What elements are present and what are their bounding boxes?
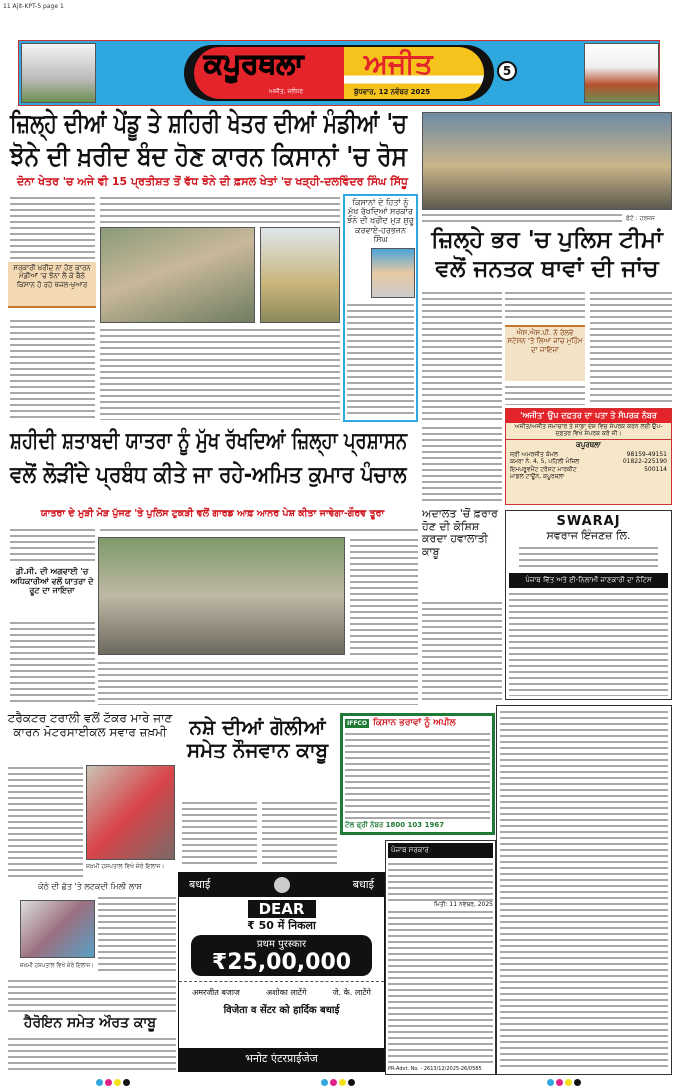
masthead <box>18 40 660 106</box>
story3-subhead: ਯਾਤਰਾ ਦੇ ਮੁੜੀ ਮੋੜ ਪੁੱਜਣ 'ਤੇ ਪੁਲਿਸ ਟੁਕੜੀ ਵਲੋਂ ਗਾਰਡ ਆਫ਼ ਆਨਰ ਪੇਸ਼ ਕੀਤਾ ਜਾਵੇਗਾ-ਗੌਰਵ ਤੂਰਾ <box>40 508 385 519</box>
public-notice <box>496 705 672 1075</box>
swaraj-brand: SWARAJ <box>556 514 621 529</box>
article-body-text <box>262 800 337 865</box>
article-body-text <box>10 318 95 420</box>
farmers-mandi-photo <box>100 227 255 323</box>
winner-2: अशोका लाटेंगे <box>266 988 307 997</box>
registration-marks <box>0 1078 677 1086</box>
greet-left: बधाई <box>189 878 211 891</box>
story2-box: ਐਸ.ਐਸ.ਪੀ. ਨੇ ਰੇਲਵੇ ਸਟੇਸ਼ਨ 'ਤੇ ਲਿਆ ਜਾਂਚ ਮੁਹਿੰਮ ਦਾ ਜਾਇਜ਼ਾ <box>505 325 585 381</box>
iffco-appeal-ad <box>340 713 495 835</box>
article-body-text <box>590 290 672 405</box>
story7-headline: ਕੋਠੇ ਦੀ ਛੱਤ 'ਤੇ ਲਟਕਦੀ ਮਿਲੀ ਲਾਸ਼ <box>38 882 142 891</box>
article-body-text <box>422 425 502 505</box>
story1-subhead: ਦੋਨਾ ਖੇਤਰ 'ਚ ਅਜੇ ਵੀ 15 ਪ੍ਰਤੀਸ਼ਤ ਤੋਂ ਵੱਧ ਝੋਨੇ ਦੀ ਫ਼ਸਲ ਖੇਤਾਂ 'ਚ ਖੜ੍ਹੀ-ਦਲਵਿੰਦਰ ਸਿੰਘ ਸਿੱਧੂ <box>17 175 408 188</box>
iffco-footer: ਟੋਲ ਫ੍ਰੀ ਨੰਬਰ 1800 103 1967 <box>345 821 445 829</box>
story3-box: ਡੀ.ਸੀ. ਦੀ ਅਗਵਾਈ 'ਚ ਅਧਿਕਾਰੀਆਂ ਵਲੋਂ ਯਾਤਰਾ ਦੇ ਰੂਟ ਦਾ ਜਾਇਜ਼ਾ <box>10 567 94 596</box>
masthead-city: ਕਪੂਰਥਲਾ <box>204 47 304 80</box>
article-body-text <box>182 800 257 865</box>
emblem-icon <box>274 877 290 893</box>
masthead-right-image <box>584 43 659 103</box>
prize-label: प्रथम पुरस्कार <box>256 939 307 950</box>
article-body-text <box>98 895 176 975</box>
govt-tender-notice <box>385 840 496 1075</box>
article-body-text <box>10 195 95 260</box>
injured-man-photo <box>86 765 175 860</box>
article-body-text <box>10 527 95 562</box>
congrats-line: विजेता व सेंटर को हार्दिक बधाई <box>223 1005 340 1016</box>
story4-headline: ਅਦਾਲਤ 'ਚੋਂ ਫ਼ਰਾਰ ਹੋਣ ਦੀ ਕੋਸ਼ਿਸ਼ ਕਰਦਾ ਹਵਾਲਾਤੀ ਕਾਬੂ <box>422 507 498 558</box>
iffco-title: ਕਿਸਾਨ ਭਰਾਵਾਂ ਨੂੰ ਅਪੀਲ <box>372 718 456 728</box>
swaraj-notice-title: ਪੰਜਾਬ ਵਿੱਤ ਅਤੇ ਈ-ਨਿਲਾਮੀ ਜਾਣਕਾਰੀ ਦਾ ਨੋਟਿਸ <box>509 573 668 588</box>
article-body-text <box>8 765 83 880</box>
victim-photo <box>20 900 95 958</box>
article-body-text <box>8 978 176 1014</box>
photo-caption: ਜ਼ਖ਼ਮੀ ਹਸਪਤਾਲ ਵਿਖੇ ਜ਼ੇਰੇ ਇਲਾਜ। <box>20 962 94 969</box>
article-body-text <box>10 620 95 705</box>
story1-headline-line2: ਝੋਨੇ ਦੀ ਖ਼ਰੀਦ ਬੰਦ ਹੋਣ ਕਾਰਨ ਕਿਸਾਨਾਂ 'ਚ ਰੋਸ <box>10 142 407 172</box>
police-patrol-photo <box>422 112 672 210</box>
masthead-paper: ਅਜੀਤ <box>364 47 433 80</box>
article-body-text <box>505 290 585 322</box>
article-body-text <box>422 290 502 420</box>
story8-headline: ਹੈਰੋਇਨ ਸਮੇਤ ਔਰਤ ਕਾਬੂ <box>23 1015 157 1031</box>
page-number: 5 <box>497 61 517 81</box>
agency-name: भनोट एंटरप्राईजेज <box>179 1048 384 1071</box>
swaraj-title: ਸਵਰਾਜ ਇੰਜਣਜ਼ ਲਿ. <box>546 529 631 542</box>
dear-line1: ₹ 50 में निकला <box>247 919 316 932</box>
masthead-left-image <box>21 43 96 103</box>
article-body-text <box>422 600 502 700</box>
story6-headline: ਨਸ਼ੇ ਦੀਆਂ ਗੋਲੀਆਂ ਸਮੇਤ ਨੌਜਵਾਨ ਕਾਬੂ <box>186 715 329 762</box>
story3-headline-line1: ਸ਼ਹੀਦੀ ਸ਼ਤਾਬਦੀ ਯਾਤਰਾ ਨੂੰ ਮੁੱਖ ਰੱਖਦਿਆਂ ਜ਼ਿਲ੍ਹਾ ਪ੍ਰਸ਼ਾਸਨ <box>10 428 408 454</box>
iffco-logo: IFFCO <box>347 719 367 727</box>
article-body-text <box>8 1036 176 1070</box>
story1-headline-line1: ਜ਼ਿਲ੍ਹੇ ਦੀਆਂ ਪੇਂਡੂ ਤੇ ਸ਼ਹਿਰੀ ਖੇਤਰ ਦੀਆਂ ਮੰਡੀਆਂ 'ਚ <box>10 109 407 139</box>
notice-date: ਮਿਤੀ: 11 ਨਵੰਬਰ, 2025 <box>433 901 493 908</box>
winner-1: अमरजीत बजाज <box>192 988 240 997</box>
office-box-intro: ਅਜੀਤ/ਅਜੀਤ ਸਮਾਚਾਰ ਤੇ ਸਾਡਾ ਦੇਸ਼ ਵਿਚ ਸੰਪਰਕ ਕਰਨ ਲਈ ਉਪ-ਦਫ਼ਤਰ ਵਿਖੇ ਸੰਪਰਕ ਕਰੋ ਜੀ। <box>506 423 671 440</box>
story2-headline-line1: ਜ਼ਿਲ੍ਹੇ ਭਰ 'ਚ ਪੁਲਿਸ ਟੀਮਾਂ <box>431 227 663 253</box>
article-body-text <box>100 327 340 420</box>
photo-caption <box>422 212 622 224</box>
story5-headline: ਟਰੈਕਟਰ ਟਰਾਲੀ ਵਲੋਂ ਟੱਕਰ ਮਾਰੇ ਜਾਣ ਕਾਰਨ ਮੋਟਰਸਾਈਕਲ ਸਵਾਰ ਜ਼ਖ਼ਮੀ <box>7 711 173 739</box>
greet-right: बधाई <box>352 878 374 891</box>
story2-headline-line2: ਵਲੋਂ ਜਨਤਕ ਥਾਵਾਂ ਦੀ ਜਾਂਚ <box>435 256 659 282</box>
ajit-office-contact-box <box>505 408 672 505</box>
office-box-title: 'ਅਜੀਤ' ਉਪ ਦਫ਼ਤਰ ਦਾ ਪਤਾ ਤੇ ਸੰਪਰਕ ਨੰਬਰ <box>506 409 671 423</box>
article-body-text <box>100 527 418 533</box>
dear-logo: DEAR <box>248 900 316 918</box>
swaraj-ad <box>505 510 672 700</box>
photo-caption: ਜ਼ਖ਼ਮੀ ਹਸਪਤਾਲ ਵਿਖੇ ਜ਼ੇਰੇ ਇਲਾਜ। <box>86 863 165 870</box>
officials-inspection-photo <box>98 537 345 655</box>
harbhajan-singh-photo <box>371 248 415 298</box>
winner-3: जे. के. लाटेंगे <box>332 988 371 997</box>
print-slug: 11 Ajit-KPT-5 page 1 <box>3 3 64 10</box>
dalvinder-singh-photo <box>260 227 340 323</box>
office-box-city: ਕਪੂਰਥਲਾ <box>576 440 601 449</box>
story3-headline-line2: ਵਲੋਂ ਲੋੜੀਂਦੇ ਪ੍ਰਬੰਧ ਕੀਤੇ ਜਾ ਰਹੇ-ਅਮਿਤ ਕੁਮਾਰ ਪੰਚਾਲ <box>10 462 407 488</box>
article-body-text <box>98 660 418 705</box>
article-body-text <box>505 384 585 405</box>
govt-dept: ਪੰਜਾਬ ਸਰਕਾਰ <box>388 843 493 858</box>
photo-credit: ਫੋਟੋ : ਹਰਜਸ <box>626 215 655 222</box>
article-body-text <box>100 195 340 223</box>
dear-lottery-ad <box>178 872 385 1072</box>
pr-advt-no: PR-Advt. No. - 2613/12/2025-26/0585 <box>388 1066 482 1072</box>
story1-box: ਸਰਕਾਰੀ ਖ਼ਰੀਦ ਨਾ ਹੋਣ ਕਾਰਨ ਮੰਡੀਆਂ 'ਚ ਝੋਨਾ ਲੈ ਕੇ ਬੈਠੇ ਕਿਸਾਨ ਹੋ ਰਹੇ ਖੱਜਲ-ਖੁਆਰ <box>8 262 96 308</box>
prize-amount: ₹25,00,000 <box>211 950 352 975</box>
masthead-date: ਬੁੱਧਵਾਰ, 12 ਨਵੰਬਰ 2025 <box>354 88 431 96</box>
masthead-editor: ਅਜੀਤ, ਜਲੰਧਰ <box>269 88 304 95</box>
office-contact-rows: ਸ੍ਰੀ ਅਮਰਜੀਤ ਕੋਮਲ 98159-49151 ਕਮਰਾ ਨੰ. 4, 5, ਪਹਿਲੀ ਮੰਜ਼ਿਲ 01822-225190 ਇਮਪਰੂਵਮੈਂਟ ਟਰੱਸਟ ਮਾਰਕੀਟ 500114 ਮਾਡਲ ਟਾਊਨ, ਕਪੂਰਥਲਾ <box>510 450 667 481</box>
story1-sidebar: ਕਿਸਾਨਾਂ ਦੇ ਹਿਤਾਂ ਨੂੰ ਮੁੱਖ ਰੱਖਦਿਆਂ ਸਰਕਾਰ ਝੋਨੇ ਦੀ ਖ਼ਰੀਦ ਮੁੜ ਸ਼ੁਰੂ ਕਰਵਾਏ-ਹਰਭਜਨ ਸਿੰਘ <box>343 194 418 422</box>
article-body-text <box>350 537 418 655</box>
